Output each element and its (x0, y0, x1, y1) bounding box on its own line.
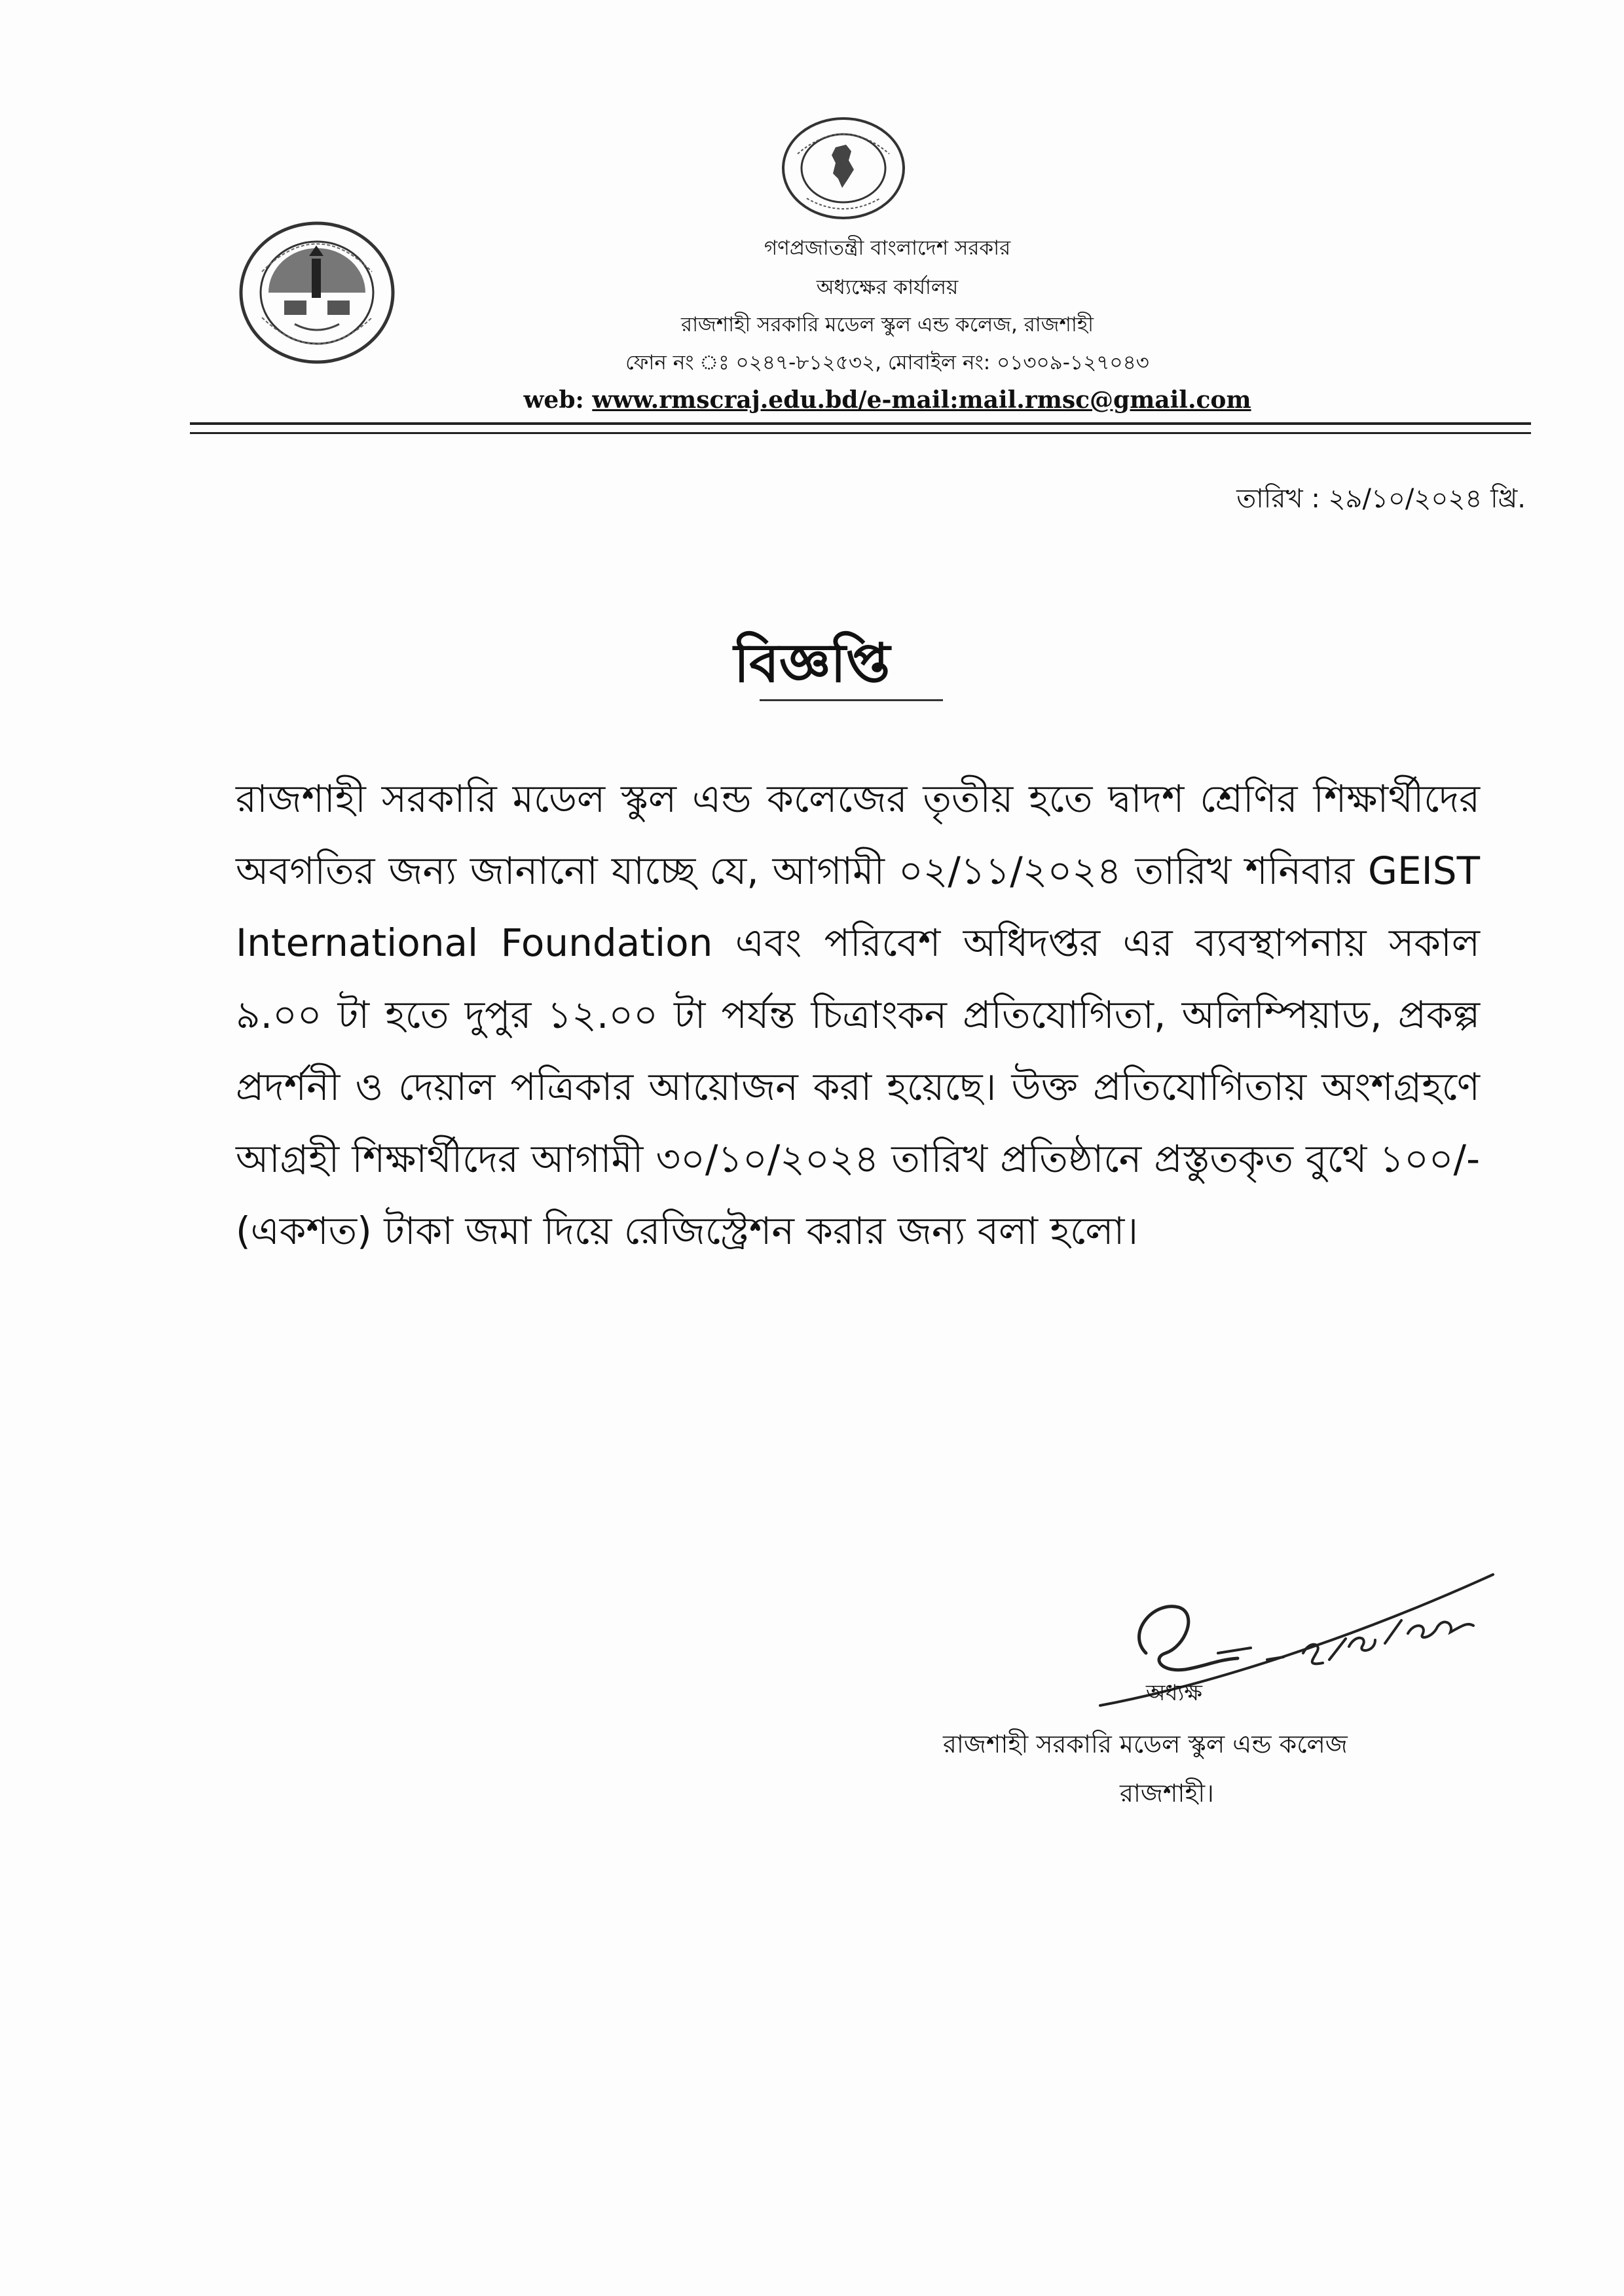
title-underline (760, 699, 943, 701)
letterhead-phone: ফোন নং ঃ ০২৪৭-৮১২৫৩২, মোবাইল নং: ০১৩০৯-১২৭০৪৩ (625, 351, 1149, 374)
letterhead-web (458, 386, 1316, 414)
web-label: web: (523, 386, 593, 414)
notice-body: রাজশাহী সরকারি মডেল স্কুল এন্ড কলেজের তৃতীয় হতে দ্বাদশ শ্রেণির শিক্ষার্থীদের অবগতির জন্য জানানো যাচ্ছে যে, আগামী ০২/১১/২০২৪ তারিখ শনিবার GEIST International Foundation এবং পরিবেশ অধিদপ্তর এর ব্যবস্থাপনায় সকাল ৯.০০ টা হতে দুপুর ১২.০০ টা পর্যন্ত চিত্রাংকন প্রতিযোগিতা, অলিম্পিয়াড, প্রকল্প প্রদর্শনী ও দেয়াল পত্রিকার আয়োজন করা হয়েছে। উক্ত প্রতিযোগিতায় অংশগ্রহণে আগ্রহী শিক্ষার্থীদের আগামী ৩০/১০/২০২৪ তারিখ প্রতিষ্ঠানে প্রস্তুতকৃত বুথে ১০০/- (একশত) টাকা জমা দিয়ে রেজিস্ট্রেশন করার জন্য বলা হলো। (236, 776, 1480, 1253)
letterhead-office: অধ্যক্ষের কার্যালয় (816, 276, 959, 299)
signatory-institution: রাজশাহী সরকারি মডেল স্কুল এন্ড কলেজ (943, 1730, 1348, 1758)
signatory-title: অধ্যক্ষ (1146, 1680, 1202, 1706)
letterhead-rule (190, 422, 1531, 425)
web-address-link[interactable]: www.rmscraj.edu.bd/e-mail:mail.rmsc@gmail.com (592, 386, 1251, 414)
notice-date: তারিখ : ২৯/১০/২০২৪ খ্রি. (1236, 484, 1526, 514)
letterhead-rule (190, 432, 1531, 434)
signatory-city: রাজশাহী। (1120, 1779, 1214, 1808)
letterhead-government-name: গণপ্রজাতন্ত্রী বাংলাদেশ সরকার (764, 236, 1011, 260)
notice-title: বিজ্ঞপ্তি (733, 632, 891, 695)
letterhead-institution: রাজশাহী সরকারি মডেল স্কুল এন্ড কলেজ, রাজশাহী (681, 313, 1094, 337)
college-logo-icon (236, 219, 398, 367)
government-seal-icon (778, 115, 909, 223)
